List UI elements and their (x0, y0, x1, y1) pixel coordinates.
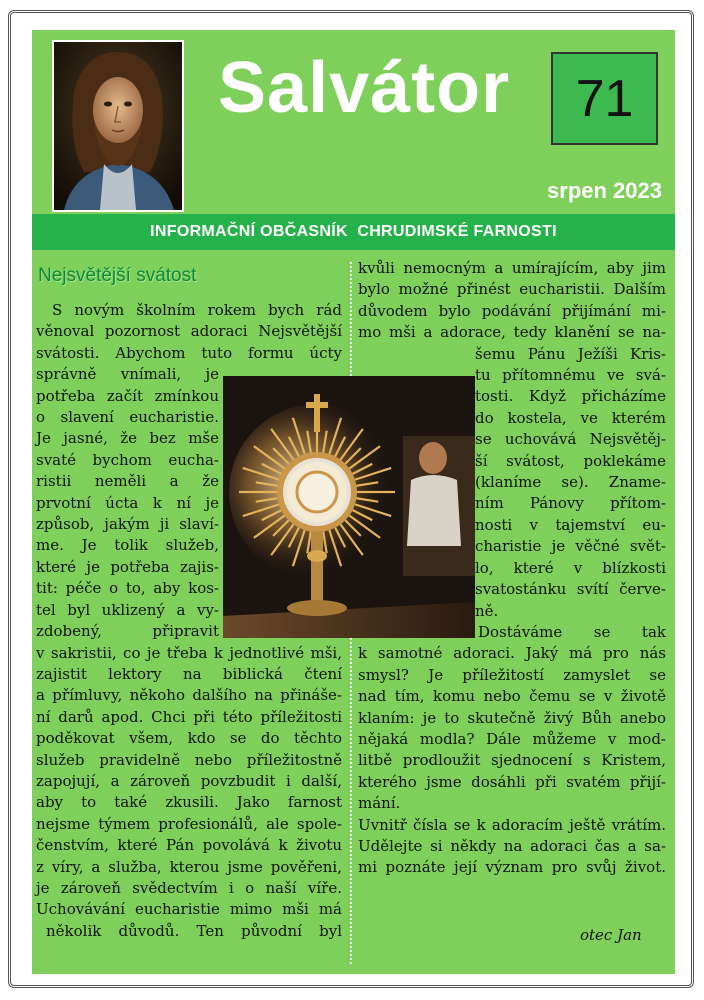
christ-portrait (52, 40, 184, 212)
text-line: z víry, a služba, kterou jsme pověřeni, (36, 857, 342, 876)
text-line: litbě prodloužit sjednocení s Kristem, (358, 751, 666, 770)
text-line: poděkovat všem, kdo se do těchto (36, 729, 342, 748)
christ-portrait-icon (54, 42, 182, 210)
text-line: do kostela, ve kterém (475, 408, 666, 427)
text-line: které je potřeba zajis- (36, 557, 219, 576)
text-line: kterého jsme dosáhli při svatém přijí- (358, 772, 666, 791)
text-line: k samotné adoraci. Jaký má pro nás (358, 644, 666, 663)
text-line: způsob, jakým ji slaví- (36, 515, 219, 534)
text-line: ší svátost, poklekáme (475, 451, 666, 470)
text-line: zapojují, a zároveň povzbudit i další, (36, 771, 342, 790)
text-line: kvůli nemocným a umírajícím, aby jim (358, 259, 666, 277)
issue-date: srpen 2023 (547, 178, 662, 203)
text-line: (klaníme se). Zname- (475, 473, 666, 492)
text-line: několik důvodů. Ten původní byl (46, 921, 342, 940)
text-line: mo mši a adorace, tedy klanění se na- (358, 323, 666, 342)
text-line: služeb pravidelně nebo příležitostně (36, 750, 342, 769)
text-line: v sakristii, co je třeba k jednotlivé mši, (36, 643, 342, 662)
article-heading: Nejsvětější svátost (38, 265, 197, 286)
text-line: tel byl uklizený a vy- (36, 600, 219, 619)
text-line: S novým školním rokem bych rád (52, 301, 342, 319)
text-line: nosti v tajemství eu- (475, 515, 666, 534)
text-line: zdobený, připravit (36, 622, 219, 641)
text-line: se uchovává Nejsvětěj- (475, 430, 666, 449)
text-line: svaté bychom eucha- (36, 450, 219, 469)
text-line: bylo možné přinést eucharistii. Dalším (358, 280, 666, 299)
author-signature: otec Jan (580, 926, 642, 944)
text-line: důvodem bylo podávání přijímání mi- (358, 301, 666, 320)
subtitle-banner: INFORMAČNÍ OBČASNÍK CHRUDIMSKÉ FARNOSTI (32, 214, 675, 250)
text-line: ně. (475, 601, 499, 620)
text-line: nějaká modla? Dále můžeme v mod- (358, 729, 666, 748)
text-line: prvotní úcta k ní je (36, 493, 219, 512)
text-line: ním Pánovy přítom- (475, 494, 666, 513)
monstrance-icon (223, 376, 475, 638)
text-line: mání. (358, 794, 401, 813)
text-line: svátosti. Abychom tuto formu úcty (36, 343, 342, 362)
text-line: nad tím, komu nebo čemu se v životě (358, 687, 666, 706)
text-line: lo, které v blízkosti (475, 558, 666, 577)
text-line: Je jasné, že bez mše (36, 429, 219, 448)
text-line: aby to také zkusili. Jako farnost (36, 793, 342, 812)
text-line: šemu Pánu Ježíši Kris- (475, 344, 666, 363)
monstrance-photo (223, 376, 475, 638)
issue-number-badge: 71 (551, 52, 658, 145)
text-line: Uchovávání eucharistie mimo mši má (36, 900, 342, 919)
text-line: zajistit lektory na biblická čtení (36, 664, 342, 683)
text-line: o slavení eucharistie. (36, 408, 219, 427)
text-line: ní darů apod. Chci při této příležitosti (36, 707, 342, 726)
text-line: správně vnímali, je (36, 365, 219, 384)
text-line: smysl? Je příležitostí zamyslet se (358, 665, 666, 684)
text-line: klaním: je to skutečně živý Bůh anebo (358, 708, 666, 727)
text-line: Udělejte si někdy na adoraci čas a sa- (358, 836, 666, 855)
text-line: potřeba začít zmínkou (36, 386, 219, 405)
text-line: mi poznáte její význam pro svůj život. (358, 858, 666, 877)
text-line: charistie je věčné svět- (475, 537, 666, 556)
text-line: Uvnitř čísla se k adoracím ještě vrátím. (358, 815, 666, 834)
text-line: čenstvím, které Pán povolává k životu (36, 836, 342, 855)
text-line: ristii neměli a že (36, 472, 219, 491)
newsletter-title: Salvátor (218, 48, 511, 128)
text-line: Dostáváme se tak (478, 622, 666, 641)
text-line: a přímluvy, někoho dalšího na přináše- (36, 686, 342, 705)
text-line: svatostánku svítí červe- (475, 580, 666, 599)
text-line: tosti. Když přicházíme (475, 387, 666, 406)
text-line: tit: péče o to, aby kos- (36, 579, 219, 598)
text-line: věnoval pozornost adoraci Nejsvětější (36, 322, 342, 341)
text-line: nejsme týmem profesionálů, ale spole- (36, 814, 342, 833)
text-line: je zároveň svědectvím i o naší víře. (36, 878, 342, 897)
text-line: me. Je tolik služeb, (36, 536, 219, 555)
text-line: tu přítomnému ve svá- (475, 366, 666, 385)
